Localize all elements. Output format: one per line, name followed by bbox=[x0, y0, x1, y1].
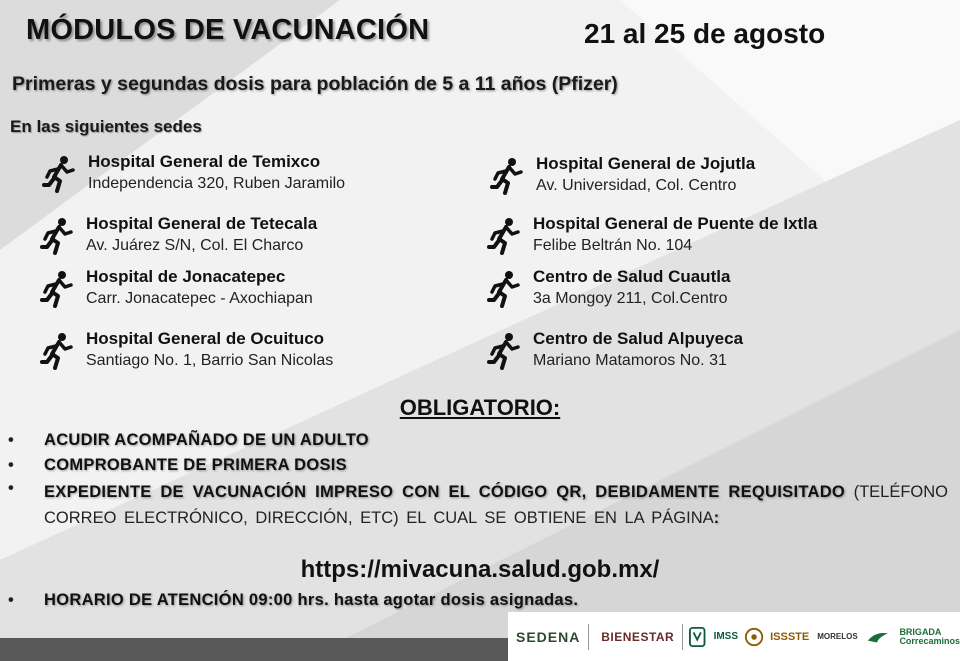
site-name: Centro de Salud Alpuyeca bbox=[533, 329, 744, 348]
running-person-icon bbox=[487, 270, 521, 308]
site-alpuyeca bbox=[487, 328, 743, 372]
site-tetecala bbox=[40, 213, 317, 257]
site-name: Hospital General de Temixco bbox=[88, 152, 321, 171]
requirement-text: HORARIO DE ATENCIÓN 09:00 hrs. hasta agotar dosis asignadas. bbox=[44, 591, 579, 609]
requirements-heading: OBLIGATORIO: bbox=[399, 395, 561, 420]
logo-divider bbox=[682, 624, 683, 650]
site-name: Hospital General de Ocuituco bbox=[86, 329, 325, 348]
requirement-text: ACUDIR ACOMPAÑADO DE UN ADULTO bbox=[44, 431, 369, 449]
site-jojutla bbox=[490, 153, 755, 197]
site-name: Hospital de Jonacatepec bbox=[86, 267, 286, 286]
site-puente-de-ixtla bbox=[487, 213, 817, 257]
requirement-item-1 bbox=[8, 431, 948, 450]
running-person-icon bbox=[40, 217, 74, 255]
running-person-icon bbox=[40, 332, 74, 370]
imss-emblem-icon bbox=[689, 626, 705, 648]
running-person-icon bbox=[487, 217, 521, 255]
brigada-logo bbox=[899, 628, 960, 646]
morelos-logo: MORELOS bbox=[817, 632, 858, 641]
site-address: Av. Juárez S/N, Col. El Charco bbox=[86, 237, 304, 254]
brigada-bird-icon bbox=[866, 629, 890, 645]
site-name: Centro de Salud Cuautla bbox=[533, 267, 731, 286]
requirement-text: COMPROBANTE DE PRIMERA DOSIS bbox=[44, 456, 347, 474]
requirement-item-4 bbox=[8, 591, 948, 610]
site-temixco bbox=[42, 151, 345, 195]
issste-emblem-icon bbox=[744, 626, 764, 648]
running-person-icon bbox=[487, 332, 521, 370]
site-address: Mariano Matamoros No. 31 bbox=[533, 352, 727, 369]
site-name: Hospital General de Puente de Ixtla bbox=[533, 214, 818, 233]
site-address: 3a Mongoy 211, Col.Centro bbox=[533, 290, 728, 307]
page-title: MÓDULOS DE VACUNACIÓN bbox=[26, 14, 430, 46]
brigada-logo-line2: Correcaminos bbox=[899, 635, 960, 646]
running-person-icon bbox=[42, 155, 76, 193]
issste-logo: ISSSTE bbox=[770, 630, 810, 643]
site-cuautla bbox=[487, 266, 730, 310]
running-person-icon bbox=[490, 157, 524, 195]
site-ocuituco bbox=[40, 328, 333, 372]
requirement-text-colon: : bbox=[713, 509, 720, 527]
requirement-text-rest: (TELÉFONO CORREO ELECTRÓNICO, DIRECCIÓN, ETC) EL CUAL SE OBTIENE EN LA PÁGINA bbox=[44, 483, 949, 527]
date-range: 21 al 25 de agosto bbox=[584, 18, 826, 49]
bullet-icon: • bbox=[8, 479, 14, 497]
imss-logo: IMSS bbox=[713, 631, 739, 642]
bienestar-logo: BIENESTAR bbox=[601, 629, 675, 644]
requirement-text-bold: EXPEDIENTE DE VACUNACIÓN IMPRESO CON EL CÓDIGO QR, DEBIDAMENTE REQUISITADO bbox=[44, 483, 846, 501]
site-jonacatepec bbox=[40, 266, 313, 310]
requirement-item-3 bbox=[8, 479, 948, 531]
site-address: Independencia 320, Ruben Jaramilo bbox=[88, 175, 346, 192]
site-name: Hospital General de Tetecala bbox=[86, 214, 318, 233]
site-address: Santiago No. 1, Barrio San Nicolas bbox=[86, 352, 334, 369]
subtitle: Primeras y segundas dosis para población de 5 a 11 años (Pfizer) bbox=[12, 73, 618, 95]
logo-divider bbox=[588, 624, 589, 650]
site-address: Felibe Beltrán No. 104 bbox=[533, 237, 693, 254]
sites-label: En las siguientes sedes bbox=[10, 117, 202, 136]
site-name: Hospital General de Jojutla bbox=[536, 154, 756, 173]
requirement-item-2 bbox=[8, 456, 948, 475]
site-address: Av. Universidad, Col. Centro bbox=[536, 177, 737, 194]
bullet-icon: • bbox=[8, 456, 14, 474]
registration-url: https://mivacuna.salud.gob.mx/ bbox=[300, 556, 660, 583]
brigada-logo-line1: BRIGADA bbox=[899, 626, 942, 637]
sedena-logo: SEDENA bbox=[516, 628, 581, 645]
bullet-icon: • bbox=[8, 591, 14, 609]
running-person-icon bbox=[40, 270, 74, 308]
bullet-icon: • bbox=[8, 431, 14, 449]
sponsor-logos bbox=[508, 612, 960, 661]
site-address: Carr. Jonacatepec - Axochiapan bbox=[86, 290, 313, 307]
